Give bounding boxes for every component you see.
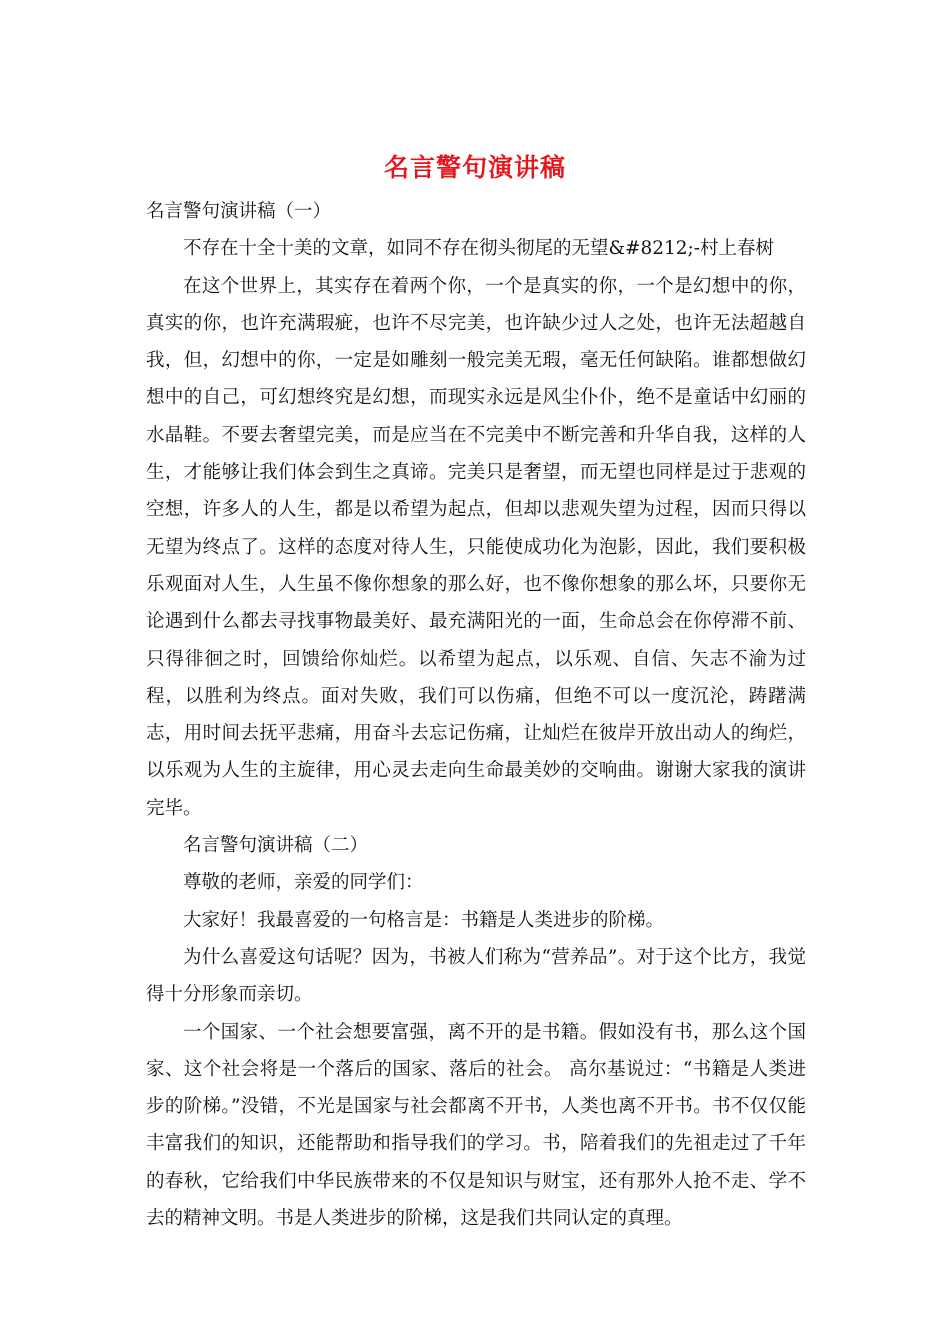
document-title: 名言警句演讲稿 (383, 153, 566, 182)
quote-line: 不存在十全十美的文章，如同不存在彻头彻尾的无望&#8212;-村上春树 (183, 238, 775, 260)
body-paragraph: 为什么喜爱这句话呢？因为，书被人们称为“营养品”。对于这个比方，我觉得十分形象而亲切。 (146, 946, 806, 1006)
salutation: 尊敬的老师，亲爱的同学们： (183, 872, 424, 894)
body-paragraph: 大家好！我最喜爱的一句格言是：书籍是人类进步的阶梯。 (183, 909, 665, 931)
body-paragraph: 一个国家、一个社会想要富强，离不开的是书籍。假如没有书，那么这个国家、这个社会将是一个落后的国家、落后的社会。 高尔基说过：“书籍是人类进步的阶梯。”没错，不光是国家与社会都离不开书，人类也离不开书。书不仅仅能丰富我们的知识，还能帮助和指导我们的学习。书，陪着我们的先祖走过了千年的春秋，它给我们中华民族带来的不仅是知识与财宝，还有那外人抢不走、学不去的精神文明。书是人类进步的阶梯，这是我们共同认定的真理。 (146, 1021, 806, 1230)
section-heading-1: 名言警句演讲稿（一） (146, 201, 332, 222)
body-paragraph: 在这个世界上，其实存在着两个你，一个是真实的你，一个是幻想中的你，真实的你，也许充满瑕疵，也许不尽完美，也许缺少过人之处，也许无法超越自我，但，幻想中的你，一定是如雕刻一般完美无瑕，毫无任何缺陷。谁都想做幻想中的自己，可幻想终究是幻想，而现实永远是风尘仆仆，绝不是童话中幻丽的水晶鞋。不要去奢望完美，而是应当在不完美中不断完善和升华自我，这样的人生，才能够让我们体会到生之真谛。完美只是奢望，而无望也同样是过于悲观的空想，许多人的人生，都是以希望为起点，但却以悲观失望为过程，因而只得以无望为终点了。这样的态度对待人生，只能使成功化为泡影，因此，我们要积极乐观面对人生，人生虽不像你想象的那么好，也不像你想象的那么坏，只要你无论遇到什么都去寻找事物最美好、最充满阳光的一面，生命总会在你停滞不前、只得徘徊之时，回馈给你灿烂。以希望为起点，以乐观、自信、矢志不渝为过程，以胜利为终点。面对失败，我们可以伤痛，但绝不可以一度沉沦，踌躇满志，用时间去抚平悲痛，用奋斗去忘记伤痛，让灿烂在彼岸开放出动人的绚烂，以乐观为人生的主旋律，用心灵去走向生命最美妙的交响曲。谢谢大家我的演讲完毕。 (146, 275, 806, 819)
document-body (146, 193, 806, 1237)
section-heading-2: 名言警句演讲稿（二） (183, 835, 369, 857)
